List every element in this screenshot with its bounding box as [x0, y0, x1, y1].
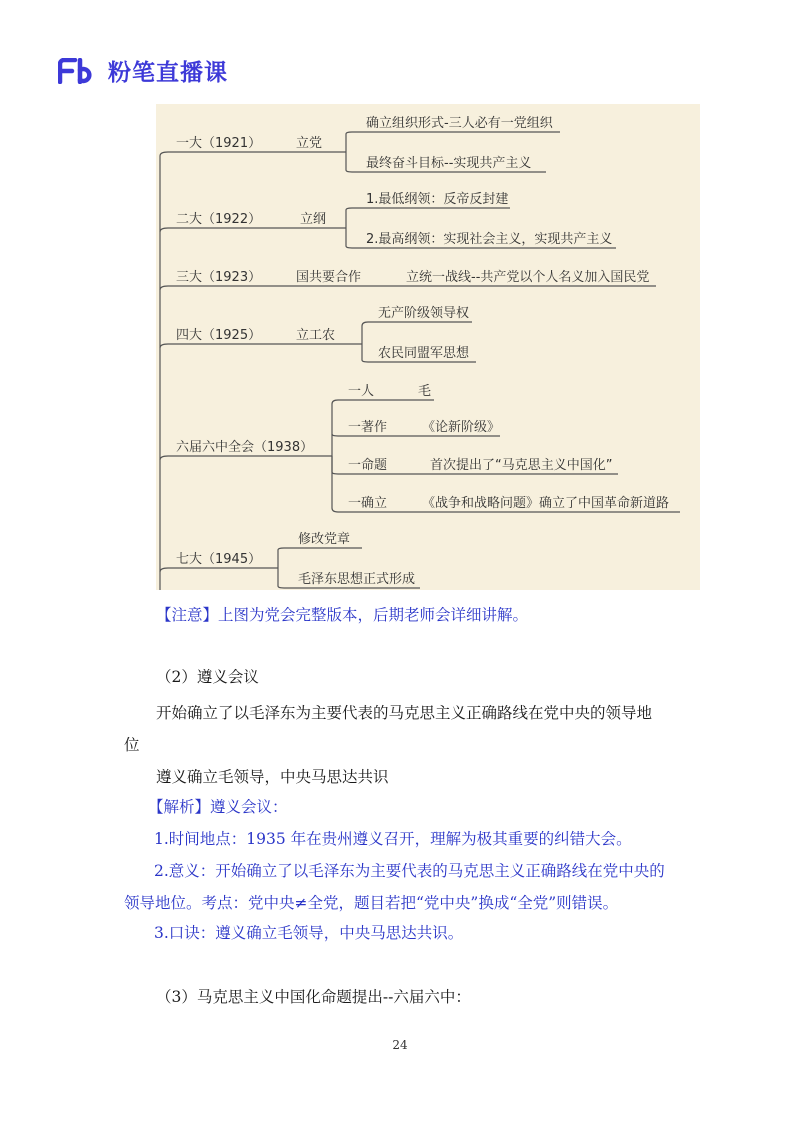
logo-text: 粉笔直播课: [108, 60, 228, 86]
node-sixth-plenary-a-label: 一人: [348, 384, 375, 399]
analysis-item-1: 1.时间地点：1935 年在贵州遵义召开，理解为极其重要的纠错大会。: [154, 830, 632, 848]
node-sixth-plenary-c-value: 首次提出了“马克思主义中国化”: [430, 458, 613, 473]
analysis-title: 【解析】遵义会议：: [148, 798, 288, 816]
node-first-congress-theme: 立党: [296, 136, 323, 151]
node-seventh-congress-a: 修改党章: [298, 532, 351, 547]
node-sixth-plenary-d-value: 《战争和战略问题》确立了中国革命新道路: [422, 496, 670, 511]
node-first-congress: 一大（1921）: [176, 136, 262, 151]
paragraph-1-line-1: 开始确立了以毛泽东为主要代表的马克思主义正确路线在党中央的领导地: [156, 704, 653, 722]
node-fourth-congress: 四大（1925）: [176, 328, 262, 343]
node-fourth-congress-b: 农民同盟军思想: [378, 346, 470, 361]
note-text: 【注意】上图为党会完整版本，后期老师会详细讲解。: [156, 606, 529, 624]
node-sixth-plenary-a-value: 毛: [418, 384, 432, 399]
node-sixth-plenary-d-label: 一确立: [348, 496, 388, 511]
fb-logo-icon: [58, 58, 102, 84]
analysis-item-2-line-1: 2.意义：开始确立了以毛泽东为主要代表的马克思主义正确路线在党中央的: [154, 862, 665, 880]
node-seventh-congress-b: 毛泽东思想正式形成: [298, 572, 416, 587]
section-3-title: （3）马克思主义中国化命题提出--六届六中：: [156, 988, 471, 1006]
paragraph-2: 遵义确立毛领导，中央马思达共识: [156, 768, 389, 786]
node-first-congress-b: 最终奋斗目标--实现共产主义: [366, 156, 532, 171]
node-sixth-plenary-c-label: 一命题: [348, 458, 388, 473]
node-third-congress-a: 立统一战线--共产党以个人名义加入国民党: [406, 270, 650, 285]
node-seventh-congress: 七大（1945）: [176, 552, 262, 567]
node-sixth-plenary-b-label: 一著作: [348, 420, 388, 435]
node-first-congress-a: 确立组织形式-三人必有一党组织: [366, 116, 553, 131]
node-third-congress-theme: 国共要合作: [296, 270, 362, 285]
node-sixth-plenary-b-value: 《论新阶级》: [422, 420, 501, 435]
node-fourth-congress-theme: 立工农: [296, 328, 336, 343]
node-third-congress: 三大（1923）: [176, 270, 262, 285]
party-congress-mindmap: [156, 104, 700, 590]
node-second-congress-a: 1.最低纲领：反帝反封建: [366, 192, 509, 207]
node-second-congress: 二大（1922）: [176, 212, 262, 227]
paragraph-1-line-2: 位: [124, 736, 140, 754]
node-sixth-plenary: 六届六中全会（1938）: [176, 440, 314, 455]
section-2-title: （2）遵义会议: [156, 668, 259, 686]
brand-logo: [58, 54, 228, 87]
node-second-congress-theme: 立纲: [300, 212, 327, 227]
analysis-item-2-line-2: 领导地位。考点：党中央≠全党，题目若把“党中央”换成“全党”则错误。: [124, 894, 619, 912]
analysis-item-3: 3.口诀：遵义确立毛领导，中央马思达共识。: [154, 924, 464, 942]
node-second-congress-b: 2.最高纲领：实现社会主义，实现共产主义: [366, 232, 613, 247]
node-fourth-congress-a: 无产阶级领导权: [378, 306, 470, 321]
page-number: 24: [392, 1038, 408, 1052]
